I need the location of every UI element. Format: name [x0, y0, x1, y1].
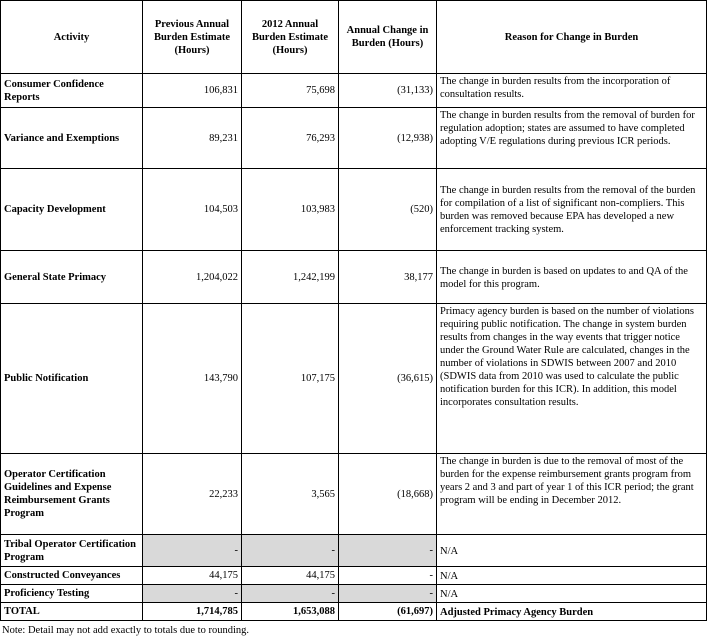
row-change: (18,668): [339, 454, 437, 535]
row-current: -: [242, 585, 339, 603]
table-row: [1, 169, 707, 251]
row-previous: -: [143, 535, 242, 567]
row-previous: 104,503: [143, 169, 242, 251]
row-current: 76,293: [242, 108, 339, 169]
header-annual-change: Annual Change in Burden (Hours): [339, 1, 437, 74]
row-activity: Public Notification: [1, 304, 143, 454]
table-row: [1, 585, 707, 603]
row-reason: N/A: [437, 535, 707, 567]
table-row: [1, 304, 707, 454]
row-change: (520): [339, 169, 437, 251]
row-previous: 106,831: [143, 74, 242, 108]
row-current: 1,242,199: [242, 251, 339, 304]
footnote: Note: Detail may not add exactly to totals due to rounding.: [2, 625, 249, 636]
row-reason: The change in burden results from the removal of the burden for compilation of a list of significant non-compliers. This burden was removed because EPA has developed a new enforcement tracking system.: [437, 169, 707, 251]
row-previous: 22,233: [143, 454, 242, 535]
table-row: [1, 567, 707, 585]
row-reason: The change in burden results from the removal of burden for regulation adoption; states are assumed to have completed adopting V/E regulations during previous ICR periods.: [437, 108, 707, 169]
row-change: (36,615): [339, 304, 437, 454]
table-row: [1, 454, 707, 535]
row-reason: N/A: [437, 567, 707, 585]
row-current: 75,698: [242, 74, 339, 108]
row-change: -: [339, 567, 437, 585]
table-row: [1, 251, 707, 304]
row-activity: Operator Certification Guidelines and Expense Reimbursement Grants Program: [1, 454, 143, 535]
row-previous: 44,175: [143, 567, 242, 585]
row-activity: Variance and Exemptions: [1, 108, 143, 169]
total-reason: Adjusted Primacy Agency Burden: [437, 603, 707, 621]
row-current: -: [242, 535, 339, 567]
row-reason: N/A: [437, 585, 707, 603]
row-activity: Constructed Conveyances: [1, 567, 143, 585]
header-reason: Reason for Change in Burden: [437, 1, 707, 74]
row-reason: The change in burden results from the incorporation of consultation results.: [437, 74, 707, 108]
row-activity: Capacity Development: [1, 169, 143, 251]
row-activity: Tribal Operator Certification Program: [1, 535, 143, 567]
table-row: [1, 108, 707, 169]
header-2012-estimate: 2012 Annual Burden Estimate (Hours): [242, 1, 339, 74]
row-current: 3,565: [242, 454, 339, 535]
row-reason: The change in burden is based on updates to and QA of the model for this program.: [437, 251, 707, 304]
header-row: [1, 1, 707, 74]
row-change: (31,133): [339, 74, 437, 108]
row-activity: Proficiency Testing: [1, 585, 143, 603]
row-reason: Primacy agency burden is based on the number of violations requiring public notification. The change in system burden results from changes in the way events that trigger notice under the Ground Water Rule are calculated, changes in the number of violations in SDWIS between 2007 and 2010 (SDWIS data from 2010 was used to calculate the public notification burden for this ICR). In addition, this model incorporates consultation results.: [437, 304, 707, 454]
header-previous-estimate: Previous Annual Burden Estimate (Hours): [143, 1, 242, 74]
table-row: [1, 74, 707, 108]
total-current: 1,653,088: [242, 603, 339, 621]
total-label: TOTAL: [1, 603, 143, 621]
row-activity: General State Primacy: [1, 251, 143, 304]
row-activity: Consumer Confidence Reports: [1, 74, 143, 108]
header-activity: Activity: [1, 1, 143, 74]
row-previous: 1,204,022: [143, 251, 242, 304]
row-current: 103,983: [242, 169, 339, 251]
total-previous: 1,714,785: [143, 603, 242, 621]
row-current: 107,175: [242, 304, 339, 454]
row-reason: The change in burden is due to the removal of most of the burden for the expense reimbursement grants program from years 2 and 3 and part of year 1 of this ICR period; the grant program will be ending in December 2012.: [437, 454, 707, 535]
row-previous: 89,231: [143, 108, 242, 169]
total-row: [1, 603, 707, 621]
row-change: (12,938): [339, 108, 437, 169]
row-change: -: [339, 535, 437, 567]
table-row: [1, 535, 707, 567]
row-current: 44,175: [242, 567, 339, 585]
row-previous: 143,790: [143, 304, 242, 454]
row-change: 38,177: [339, 251, 437, 304]
total-change: (61,697): [339, 603, 437, 621]
row-change: -: [339, 585, 437, 603]
row-previous: -: [143, 585, 242, 603]
